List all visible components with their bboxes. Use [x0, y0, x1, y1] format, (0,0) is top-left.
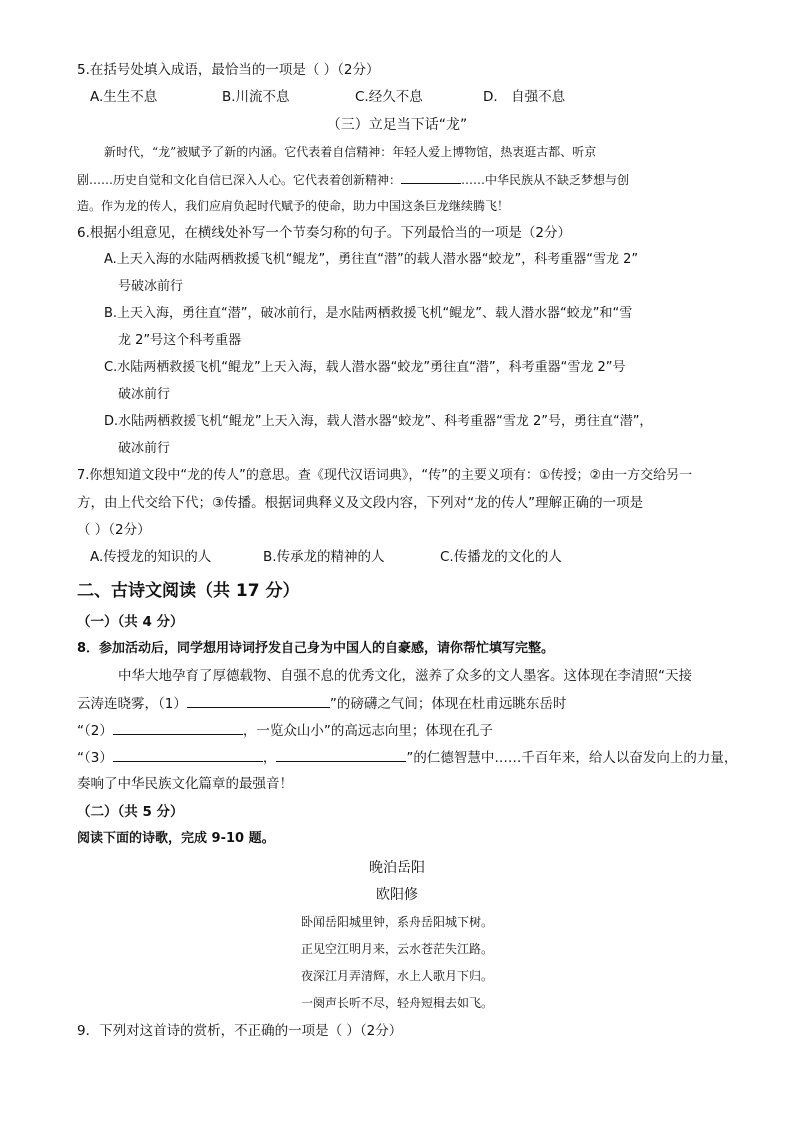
- poem-author: 欧阳修: [376, 887, 418, 903]
- passage-line-3: 造。作为龙的传人，我们应肩负起时代赋予的使命，助力中国这条巨龙继续腾飞！: [77, 199, 510, 213]
- q8-line-3b: ，一览众山小”的高远志向里；体现在孔子: [242, 723, 493, 739]
- q8-line-2: [77, 694, 566, 713]
- q8-stem: 8．参加活动后，同学想用诗词抒发自己身为中国人的自豪感，请你帮忙填写完整。: [77, 641, 555, 656]
- q8-line-4: [77, 748, 737, 767]
- q6-option-a-line-1[interactable]: A.上天入海的水陆两栖救援飞机“鲲龙”，勇往直“潜”的载人潜水器“蛟龙”，科考重器“雪龙 2”: [104, 252, 639, 267]
- q6-option-b-line-2: 龙 2”号这个科考重器: [118, 333, 242, 348]
- q6-stem: 6.根据小组意见，在横线处补写一个节奏匀称的句子。下列最恰当的一项是（2分）: [77, 225, 571, 241]
- sub2-title: （二）（共 5 分）: [77, 804, 184, 820]
- section3-title: （三）立足当下话“龙”: [326, 117, 468, 133]
- q8-line-2a: 云涛连晓雾，（1）: [77, 696, 187, 712]
- q6-option-d-line-1[interactable]: D.水陆两栖救援飞机“鲲龙”上天入海，载人潜水器“蛟龙”、科考重器“雪龙 2”号，勇往直“潜”，: [104, 414, 653, 429]
- poem-line-2: 正见空江明月来，云水苍茫失江路。: [300, 942, 493, 956]
- passage-line-2: [77, 170, 629, 189]
- q6-option-d-line-2: 破冰前行: [118, 441, 171, 456]
- q7-line-1: 7.你想知道文段中“龙的传人”的意思。查《现代汉语词典》，“传”的主要义项有：①传授；②由一方交给另一: [77, 468, 693, 483]
- q8-line-4b: ，: [262, 750, 277, 766]
- q5-stem: 5.在括号处填入成语，最恰当的一项是（ ）（2分）: [77, 62, 380, 78]
- q8-blank-3b[interactable]: [276, 748, 406, 762]
- q6-option-b-line-1[interactable]: B.上天入海，勇往直“潜”，破冰前行，是水陆两栖救援飞机“鲲龙”、载人潜水器“蛟龙”和“雪: [104, 306, 633, 321]
- q7-option-b[interactable]: B.传承龙的精神的人: [263, 549, 385, 565]
- passage-line-2a: 剧……历史自觉和文化自信已深入人心。它代表着创新精神：: [77, 173, 402, 187]
- poem-title: 晚泊岳阳: [369, 860, 425, 876]
- passage-line-1: 新时代，“龙”被赋予了新的内涵。它代表着自信精神：年轻人爱上博物馆，热衷逛古都、听京: [104, 145, 597, 159]
- poem-line-4: 一阕声长听不尽，轻舟短楫去如飞。: [300, 996, 493, 1010]
- q8-blank-2[interactable]: [113, 721, 243, 735]
- q8-blank-3a[interactable]: [113, 748, 263, 762]
- q8-line-4c: ”的仁德智慧中……千百年来，给人以奋发向上的力量，: [406, 750, 738, 766]
- q8-line-1: 中华大地孕育了厚德载物、自强不息的优秀文化，滋养了众多的文人墨客。这体现在李清照“天接: [118, 668, 692, 684]
- q7-line-2: 方，由上代交给下代；③传播。根据词典释义及文段内容，下列对“龙的传人”理解正确的一项是: [77, 495, 644, 511]
- q5-option-d[interactable]: D. 自强不息: [483, 89, 566, 105]
- q7-option-a[interactable]: A.传授龙的知识的人: [90, 549, 212, 565]
- q9-stem: 9．下列对这首诗的赏析，不正确的一项是（ ）（2分）: [77, 1023, 403, 1039]
- q8-line-3a: “（2）: [77, 723, 113, 739]
- poem-line-3: 夜深江月弄清辉，水上人歌月下归。: [300, 969, 493, 983]
- sub1-title: （一）（共 4 分）: [77, 614, 184, 630]
- reading-instruction: 阅读下面的诗歌，完成 9-10 题。: [77, 831, 275, 846]
- q5-option-a[interactable]: A.生生不息: [90, 89, 158, 105]
- part2-title: 二、古诗文阅读（共 17 分）: [77, 581, 300, 601]
- q6-option-c-line-1[interactable]: C.水陆两栖救援飞机“鲲龙”上天入海，载人潜水器“蛟龙”勇往直“潜”，科考重器“雪龙 2”号: [104, 360, 626, 375]
- q6-option-c-line-2: 破冰前行: [118, 387, 171, 402]
- poem-line-1: 卧闻岳阳城里钟，系舟岳阳城下树。: [300, 915, 493, 929]
- q8-blank-1[interactable]: [187, 694, 330, 708]
- q8-line-2b: ”的磅礴之气间；体现在杜甫远眺东岳时: [329, 696, 567, 712]
- passage-blank[interactable]: [401, 170, 461, 184]
- q7-option-c[interactable]: C.传播龙的文化的人: [440, 549, 562, 565]
- q5-option-b[interactable]: B.川流不息: [222, 89, 290, 105]
- passage-line-2b: ……中华民族从不缺乏梦想与创: [461, 173, 630, 187]
- q8-line-5: 奏响了中华民族文化篇章的最强音！: [77, 776, 293, 792]
- q8-line-3: [77, 721, 493, 740]
- q8-line-4a: “（3）: [77, 750, 113, 766]
- q5-option-c[interactable]: C.经久不息: [355, 89, 423, 105]
- q6-option-a-line-2: 号破冰前行: [118, 279, 184, 294]
- q7-line-3: （ ）（2分）: [77, 522, 151, 538]
